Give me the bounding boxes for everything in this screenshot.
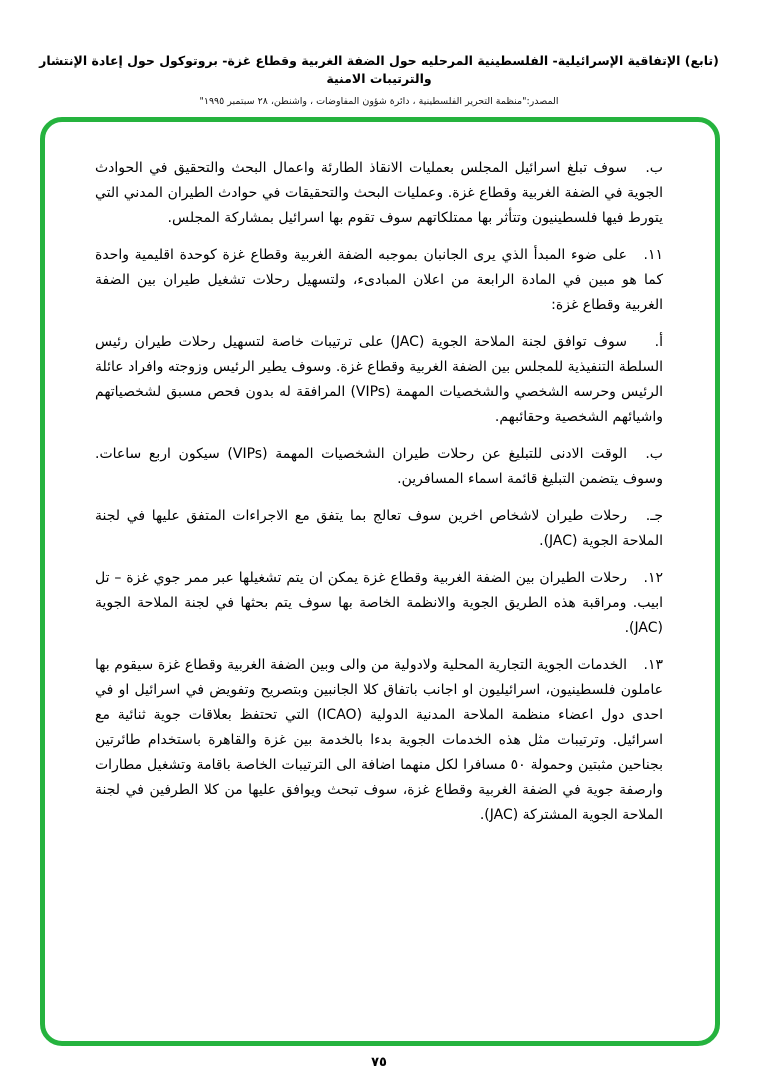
item-text: سوف توافق لجنة الملاحة الجوية (JAC) على ترتيبات خاصة لتسهيل رحلات طيران رئيس السلطة التنفيذية للمجلس بين الضفة الغربية وقطاع غزة. وسوف يطير الرئيس وزوجته وافراد عائلة الرئيس وحرسه الشخصي والشخصيات المهمة (VIPs) المرافقة له بدون فحص مسبق لشخصياتهم واشيائهم الشخصية وحقائبهم.	[95, 334, 663, 425]
item-marker: ب.	[645, 446, 663, 462]
item-marker: ١٢.	[643, 570, 663, 586]
item-text: رحلات طيران لاشخاص اخرين سوف تعالج بما يتفق مع الاجراءات المتفق عليها في لجنة الملاحة الجوية (JAC).	[95, 508, 663, 549]
page-number: ٧٥	[371, 1055, 387, 1070]
document-body	[45, 122, 715, 828]
item-text: سوف تبلغ اسرائيل المجلس بعمليات الانقاذ الطارئة واعمال البحث والتحقيق في الحوادث الجوية في الضفة الغربية وقطاع غزة. وعمليات البحث والتحقيقات في حوادث الطيران المدني التي يتورط فيها فلسطينيون وتتأثر بها ممتلكاتهم سوف تقوم بها اسرائيل بمشاركة المجلس.	[95, 160, 663, 226]
item-text: رحلات الطيران بين الضفة الغربية وقطاع غزة يمكن ان يتم تشغيلها عبر ممر جوي غزة – تل ابيب. ومراقبة هذه الطريق الجوية والانظمة الخاصة بها سوف يتم بحثها في لجنة الملاحة الجوية (JAC).	[95, 570, 663, 636]
list-item	[95, 330, 663, 430]
document-title: (تابع) الإتفاقية الإسرائيلية- الفلسطينية المرحليه حول الضفة الغربية وقطاع غزة- بروتوكول حول إعادة الإنتشار والترتيبات الامنية	[39, 53, 719, 86]
document-source-line: المصدر:"منظمة التحرير الفلسطينية ، دائرة شؤون المفاوضات ، واشنطن، ٢٨ سبتمبر ١٩٩٥"	[199, 96, 559, 107]
item-marker: جـ.	[645, 508, 663, 524]
item-marker: ١١.	[643, 247, 663, 263]
list-item	[95, 566, 663, 641]
green-border-frame	[40, 117, 720, 1046]
item-marker: ب.	[645, 160, 663, 176]
item-text: الوقت الادنى للتبليغ عن رحلات طيران الشخصيات المهمة (VIPs) سيكون اربع ساعات. وسوف يتضمن التبليغ قائمة اسماء المسافرين.	[95, 446, 663, 487]
item-marker: ١٣.	[643, 657, 663, 673]
item-text: على ضوء المبدأ الذي يرى الجانبان بموجبه الضفة الغربية وقطاع غزة كوحدة اقليمية واحدة كما هو مبين في المادة الرابعة من اعلان المبادىء، ولتسهيل رحلات تشغيل طيران بين الضفة الغربية وقطاع غزة:	[95, 247, 663, 313]
list-item	[95, 243, 663, 318]
list-item	[95, 156, 663, 231]
item-marker: أ.	[654, 334, 664, 350]
item-text: الخدمات الجوية التجارية المحلية ولادولية من والى وبين الضفة الغربية وقطاع غزة سيقوم بها عاملون فلسطينيون، اسرائيليون او اجانب باتفاق كلا الجانبين وبتصريح وتفويض في اسرائيل او في احدى دول اعضاء منظمة الملاحة المدنية الدولية (ICAO) التي تحتفظ بعلاقات جوية ثنائية مع اسرائيل. وترتيبات مثل هذه الخدمات الجوية بدءا بالخدمة بين غزة والقاهرة باستخدام طائرتين بجناحين مثبتين وحمولة ٥٠ مسافرا لكل منهما اضافة الى الترتيبات الخاصة باقامة وتشغيل مطارات وارصفة جوية في الضفة الغربية وقطاع غزة، سوف تبحث ويوافق عليها من كلا الطرفين في لجنة الملاحة الجوية المشتركة (JAC).	[95, 657, 663, 823]
page-footer	[0, 1051, 758, 1070]
list-item	[95, 442, 663, 492]
list-item	[95, 504, 663, 554]
page-header	[0, 0, 758, 107]
list-item	[95, 653, 663, 828]
